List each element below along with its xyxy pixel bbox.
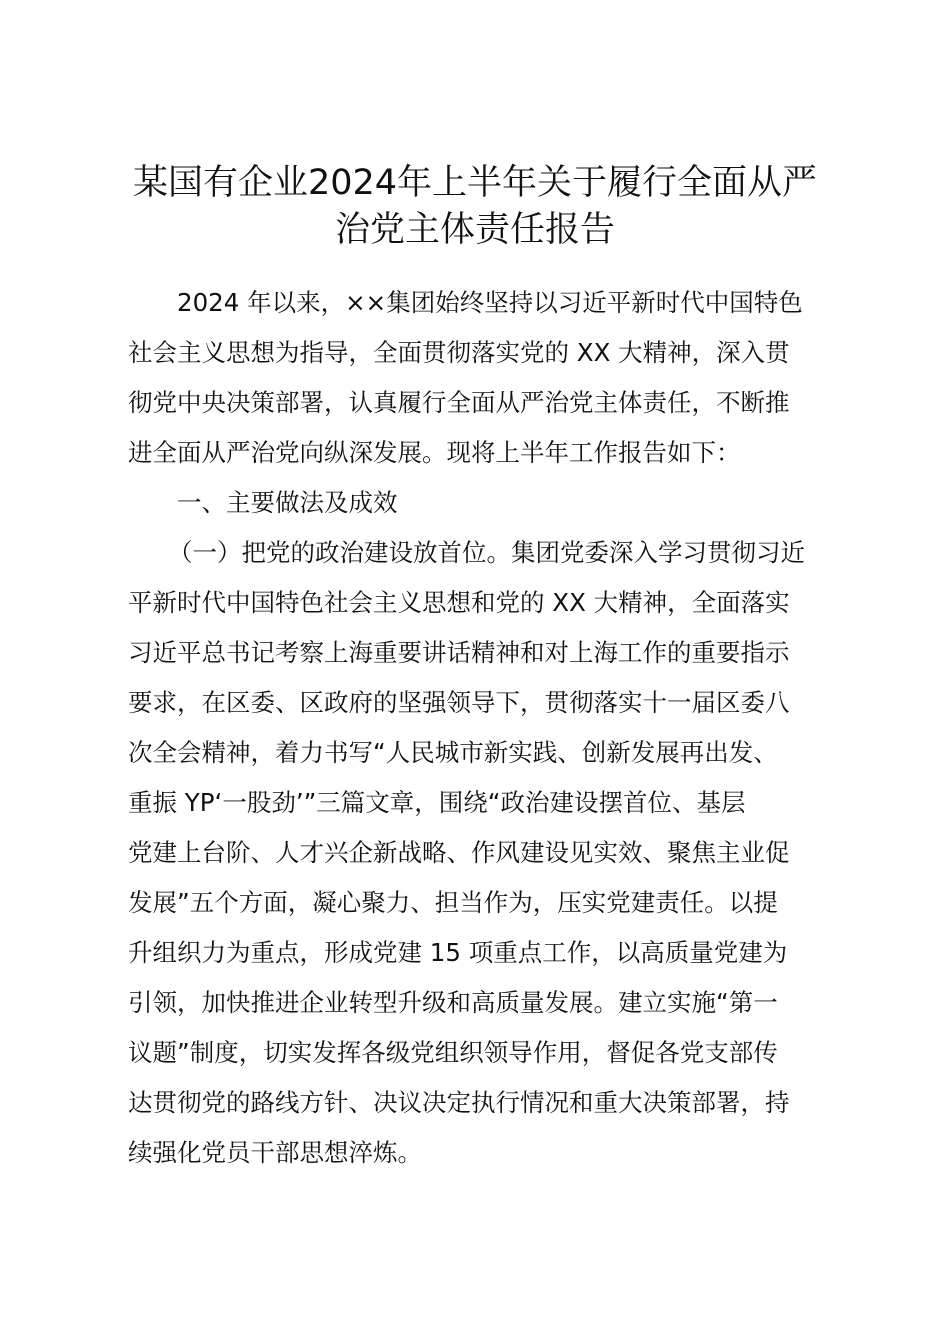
body-line-8: 发展”五个方面，凝心聚力、担当作为，压实党建责任。以提 [128,888,778,917]
document-title: 某国有企业2024年上半年关于履行全面从严治党主体责任报告 [132,163,818,250]
body-line-11: 议题”制度，切实发挥各级党组织领导作用，督促各党支部传 [128,1038,778,1067]
intro-line-1: 2024 年以来，××集团始终坚持以习近平新时代中国特色 [177,288,803,317]
intro-line-2: 社会主义思想为指导，全面贯彻落实党的 XX 大精神，深入贯 [128,338,790,367]
body-line-9: 升组织力为重点，形成党建 15 项重点工作，以高质量党建为 [128,938,788,967]
section-heading: 一、主要做法及成效 [177,488,398,517]
body-line-3: 习近平总书记考察上海重要讲话精神和对上海工作的重要指示 [128,638,790,667]
body-line-1: （一）把党的政治建设放首位。集团党委深入学习贯彻习近 [168,538,805,567]
body-line-6: 重振 YP‘一股劲’”三篇文章，围绕“政治建设摆首位、基层 [128,788,746,817]
body-line-2: 平新时代中国特色社会主义思想和党的 XX 大精神，全面落实 [128,588,790,617]
body-line-7: 党建上台阶、人才兴企新战略、作风建设见实效、聚焦主业促 [128,838,790,867]
intro-line-4: 进全面从严治党向纵深发展。现将上半年工作报告如下： [128,438,741,467]
body-line-12: 达贯彻党的路线方针、决议决定执行情况和重大决策部署，持 [128,1088,790,1117]
body-line-10: 引领，加快推进企业转型升级和高质量发展。建立实施“第一 [128,988,778,1017]
body-line-13: 续强化党员干部思想淬炼。 [128,1138,422,1167]
body-line-5: 次全会精神，着力书写“人民城市新实践、创新发展再出发、 [128,738,778,767]
intro-line-3: 彻党中央决策部署，认真履行全面从严治党主体责任，不断推 [128,388,790,417]
body-line-4: 要求，在区委、区政府的坚强领导下，贯彻落实十一届区委八 [128,688,790,717]
